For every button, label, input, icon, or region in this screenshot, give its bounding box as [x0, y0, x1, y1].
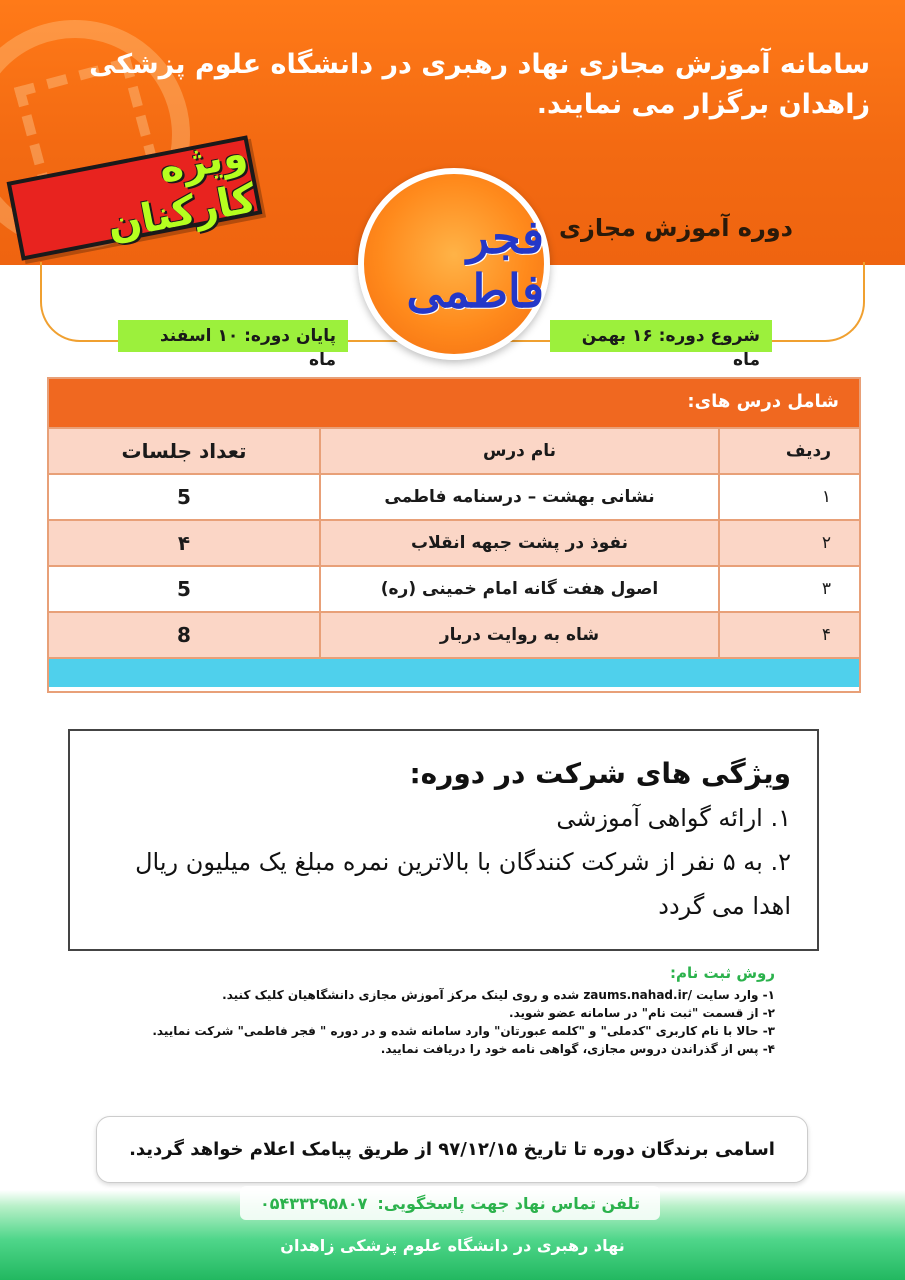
features-box	[68, 729, 819, 951]
row-number: ۲	[821, 533, 831, 553]
course-logo	[358, 168, 550, 360]
header-sessions: تعداد جلسات	[121, 439, 247, 463]
winners-announcement: اسامی برندگان دوره تا تاریخ ۹۷/۱۲/۱۵ از طریق پیامک اعلام خواهد گردید.	[96, 1116, 808, 1183]
registration-step: ۳- حالا با نام کاربری "کدملی" و "کلمه عبورتان" وارد سامانه شده و در دوره " فجر فاطمی" شرکت نمایید.	[152, 1024, 775, 1038]
course-name: شاه به روایت دربار	[319, 613, 718, 657]
registration-step: ۴- پس از گذراندن دروس مجازی، گواهی نامه خود را دریافت نمایید.	[380, 1042, 775, 1056]
course-table	[47, 377, 861, 693]
table-row	[49, 473, 859, 519]
table-header-row	[49, 427, 859, 473]
course-name: اصول هفت گانه امام خمینی (ره)	[319, 567, 718, 611]
registration-steps	[115, 964, 775, 1058]
footer-organization: نهاد رهبری در دانشگاه علوم پزشکی زاهدان	[280, 1236, 625, 1255]
course-name: نفوذ در پشت جبهه انقلاب	[319, 521, 718, 565]
header-title: سامانه آموزش مجازی نهاد رهبری در دانشگاه علوم پزشکی زاهدان برگزار می نمایند.	[89, 49, 870, 120]
table-row	[49, 519, 859, 565]
session-count: 5	[177, 577, 191, 601]
header-course-name: نام درس	[319, 429, 718, 473]
row-number: ۱	[821, 487, 831, 507]
session-count: 8	[177, 623, 191, 647]
feature-item-continued: اهدا می گردد	[658, 892, 791, 920]
header-row-number: ردیف	[718, 429, 859, 473]
table-row	[49, 565, 859, 611]
table-title: شامل درس های:	[49, 379, 859, 427]
table-row	[49, 611, 859, 657]
registration-step: ۲- از قسمت "ثبت نام" در سامانه عضو شوید.	[509, 1006, 775, 1020]
session-count: 5	[177, 485, 191, 509]
feature-item: ۲. به ۵ نفر از شرکت کنندگان با بالاترین نمره مبلغ یک میلیون ریال	[135, 848, 791, 876]
registration-title: روش ثبت نام:	[670, 964, 775, 982]
session-count: ۴	[177, 531, 191, 555]
registration-step: ۱- وارد سایت /zaums.nahad.ir شده و روی لینک مرکز آموزش مجازی دانشگاهیان کلیک کنید.	[222, 988, 775, 1002]
course-label: دوره آموزش مجازی	[559, 214, 793, 242]
start-date: شروع دوره: ۱۶ بهمن ماه	[550, 320, 772, 352]
table-footer-bar	[49, 657, 859, 687]
phone-number: ۰۵۴۳۳۲۹۵۸۰۷	[260, 1193, 368, 1213]
features-title: ویژگی های شرکت در دوره:	[409, 757, 791, 790]
row-number: ۳	[821, 579, 831, 599]
course-name: نشانی بهشت – درسنامه فاطمی	[319, 475, 718, 519]
end-date: پایان دوره: ۱۰ اسفند ماه	[118, 320, 348, 352]
row-number: ۴	[821, 625, 831, 645]
phone-label: تلفن تماس نهاد جهت پاسخگویی:	[377, 1193, 641, 1213]
badge-label: ویژه کارکنان	[103, 130, 260, 250]
contact-phone	[240, 1186, 660, 1220]
logo-text: فجر فاطمی	[406, 210, 544, 318]
feature-item: ۱. ارائه گواهی آموزشی	[556, 804, 791, 832]
